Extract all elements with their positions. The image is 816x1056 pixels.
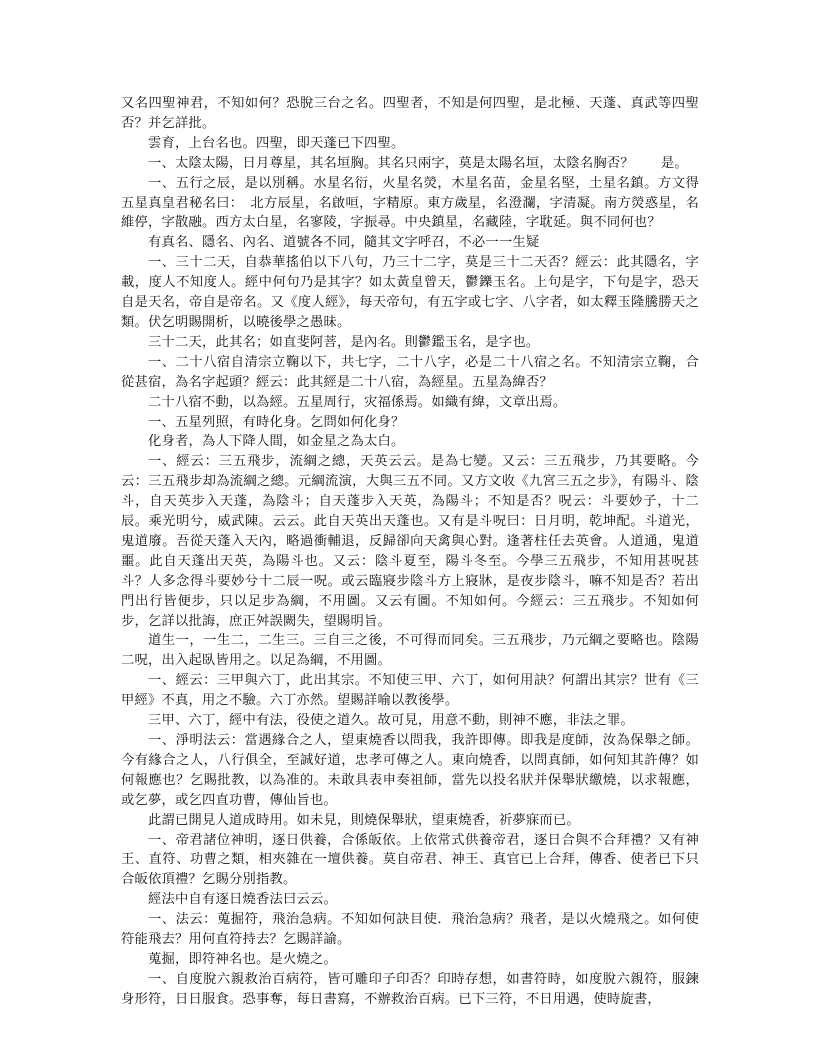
paragraph: 此謂已開見人道成時用。如未見，則燒保舉狀，望東燒香，祈夢寐而已。 (148, 812, 580, 828)
paragraph: 一、五星列照，有時化身。乞問如何化身？ (148, 414, 405, 430)
paragraph: 一、淨明法云：當遇緣合之人，望東燒香以問我，我許即傳。即我是度師，汝為保舉之師。今有緣合之人，八行俱全，至誠好道，忠孝可傳之人。東向燒香，以問真師，如何知其許傳？如何報應也？乞賜批教，以為准的。未敢具表申奏祖師，當先以投名狀并保舉狀繳燒，以求報應，或乞夢，或乞四直功曹，傳仙旨也。 (121, 733, 699, 808)
paragraph: 一、二十八宿自清宗立鞠以下，共七字，二十八字，必是二十八宿之名。不知清宗立鞠，合從甚宿，為名字起頭？經云：此其經是二十八宿，為經星。五星為緯否？ (121, 354, 699, 390)
paragraph: 化身者，為人下降人間，如金星之為太白。 (148, 434, 405, 450)
paragraph: 經法中自有逐日燒香法曰云云。 (148, 892, 337, 908)
paragraph: 三甲、六丁，經中有法，役使之道久。故可見，用意不動，則神不應，非法之罪。 (148, 713, 634, 729)
paragraph: 一、經云：三五飛步，流綱之總，天英云云。是為七變。又云：三五飛步，乃其要略。今云：三五飛步却為流綱之總。元綱流演，大與三五不同。又方文收《九宮三五之步》，有陽斗、陰斗，自天英步入天蓬，為陰斗；自天蓬步入天英，為陽斗；不知是否？呪云：斗要妙子，十二辰。乘光明兮，威武陳。云云。此自天英出天蓬也。又有是斗呪曰：日月明，乾坤配。斗道光，鬼道廢。吾從天蓬入天內，略過衝輔退，反歸卻向天禽與心對。逢著柱任去英會。人道通，鬼道噩。此自天蓬出天英，為陽斗也。又云：陰斗夏至，陽斗冬至。今學三五飛步，不知用甚呪甚斗？人多念得斗要妙兮十二辰一呪。或云臨寢步陰斗方上寢牀，是夜步陰斗，嘛不知是否？若出門出行皆便步，只以足步為綱，不用圖。又云有圖。不知如何。今經云：三五飛步。不知如何步，乞詳以批誨，庶正舛誤闕失，望賜明旨。 (121, 454, 699, 629)
paragraph: 一、帝君諸位神明，逐日供養，合係皈依。上依常式供養帝君，逐日合與不合拜禮？又有神王、直符、功曹之類，相夾雜在一壇供養。莫自帝君、神王、真官已上合拜，傳香、使者已下只合皈依頂禮？乞賜分別指教。 (121, 832, 699, 888)
paragraph: 道生一，一生二，二生三。三自三之後，不可得而同矣。三五飛步，乃元綱之要略也。陰陽二呪，出入起臥皆用之。以足為綱，不用圖。 (121, 633, 699, 669)
paragraph: 一、自度脫六親救治百病符，皆可雕印子印否？印時存想，如書符時，如度脫六親符，服鍊身形符，日日服食。恐事奪，每日書寫，不辦救治百病。已下三符，不日用遇，使時旋書， (121, 971, 699, 1007)
paragraph: 一、法云：蒐掘符，飛治急病。不知如何訣目使．飛治急病？飛者，是以火燒飛之。如何使符能飛去？用何直符持去？乞賜詳諭。 (121, 912, 699, 948)
paragraph: 一、五行之辰，是以別稱。水星名衍，火星名熒，木星名苗，金星名堅，土星名鎮。方文得五星真皇君秘名曰： 北方辰星，名啟咺，字精原。東方歲星，名澄瀾，字清凝。南方熒惑星，名維停，字散融。西方太白星，名寥陵，字振尋。中央鎮星，名藏陸，字耽延。與不同何也？ (121, 175, 699, 231)
paragraph: 三十二天，此其名；如直斐阿菩，是內名。則鬱鑑玉名，是字也。 (148, 334, 540, 350)
paragraph: 一、太陰太陽，日月尊星，其名垣胸。其名只兩字，莫是太陽名垣，太陰名胸否？ 是。 (148, 155, 688, 171)
paragraph: 二十八宿不動，以為經。五星周行，灾福係焉。如織有緯，文章出焉。 (148, 394, 567, 410)
paragraph: 一、經云：三甲與六丁，此出其宗。不知使三甲、六丁，如何用訣？何謂出其宗？世有《三甲經》不真，用之不驗。六丁亦然。望賜詳喻以教後學。 (121, 673, 699, 709)
paragraph: 雲育，上台名也。四聖，即天蓬已下四聖。 (148, 135, 405, 151)
paragraph: 又名四聖神君，不知如何？恐脫三台之名。四聖者，不知是何四聖，是北極、天蓬、真武等四聖否？并乞詳批。 (121, 96, 699, 131)
paragraph: 一、三十二天，自恭華搖伯以下八句，乃三十二字，莫是三十二天否？經云：此其隱名，字載，度人不知度人。經中何句乃是其字？如太黃皇曾天，鬱鑠玉名。上句是字，下句是字，恐天自是天名，帝自是帝名。又《度人經》，每天帝句，有五字或七字、八字者，如太釋玉隆騰勝天之類。伏乞明賜開析，以曉後學之愚昧。 (121, 255, 699, 330)
paragraph: 蒐掘，即符神名也。是火燒之。 (148, 951, 337, 967)
paragraph: 有真名、隱名、內名、道號各不同，隨其文字呼召，不必一一生疑 (148, 235, 540, 251)
